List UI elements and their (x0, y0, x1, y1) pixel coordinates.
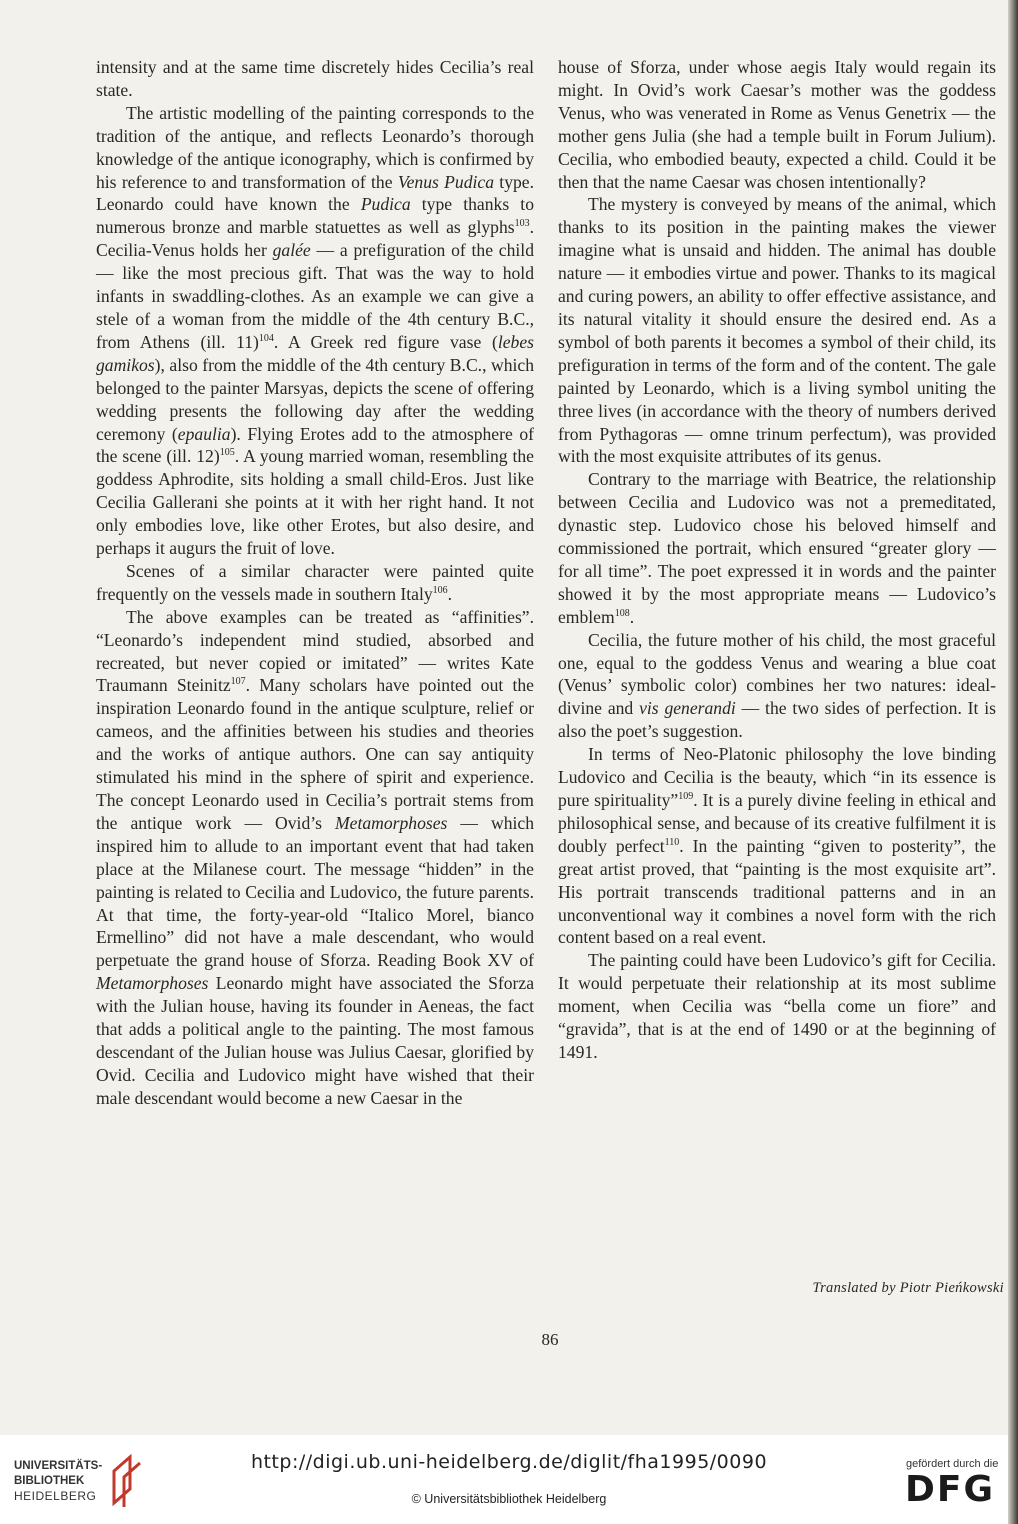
library-name-line: BIBLIOTHEK (14, 1475, 85, 1487)
italic-term: Metamorphoses (96, 973, 209, 994)
library-name-line: UNIVERSITÄTS- (14, 1460, 103, 1472)
paragraph (558, 743, 996, 949)
footnote-ref: 103 (514, 218, 530, 230)
text-run: — a prefiguration of the child — like the most precious gift. That was the way to hold infants in swaddling-clothes. As an example we can give a stele of a woman from the middle of the 4th century B.C., from Athens (ill. 11) (96, 240, 534, 352)
text-run: . Cecilia-Venus holds her (96, 217, 534, 261)
page-number: 86 (541, 1330, 559, 1349)
text-run: The above examples can be treated as “affinities”. “Leonardo’s independent mind studied, absorbed and recreated, but never copied or imitated” — writes Kate Traumann Steinitz (96, 606, 534, 696)
right-column (558, 56, 996, 1064)
italic-term: vis generandi (639, 698, 736, 719)
text-run: — the two sides of perfection. It is also the poet’s suggestion. (558, 698, 996, 742)
book-edge-shadow (1008, 0, 1018, 1524)
footnote-ref: 109 (678, 791, 694, 802)
text-run: — which inspired him to allude to an important event that had taken place at the Milanese court. The message “hidden” in the painting is related to Cecilia and Ludovico, the future parents. At that time, the forty-year-old “Italico Morel, bianco Ermellino” did not have a male descendant, who would perpetuate the grand house of Sforza. Reading Book XV of (96, 812, 534, 971)
footnote-ref: 108 (614, 607, 630, 619)
paragraph (96, 560, 534, 606)
copyright-notice: © Universitätsbibliothek Heidelberg (411, 1492, 607, 1506)
italic-term: galée (272, 240, 311, 261)
text-run: Leonardo might have associated the Sforza with the Julian house, having its founder in Aeneas, the fact that adds a political angle to the painting. The most famous descendant of the Julian house was Julius Caesar, glorified by Ovid. Cecilia and Ludovico might have wished that their male descendant would become a new Caesar in the (96, 973, 534, 1108)
library-name-line: HEIDELBERG (14, 1489, 97, 1503)
footnote-ref: 107 (230, 676, 246, 688)
italic-term: epaulia (177, 423, 231, 444)
paragraph: intensity and at the same time discretely hides Cecilia’s real state. (96, 57, 534, 100)
paragraph (558, 468, 996, 628)
italic-term: lebes gamikos (96, 331, 534, 375)
italic-term: Venus Pudica (397, 171, 495, 192)
footnote-ref: 110 (664, 836, 680, 848)
footnote-ref: 104 (258, 332, 274, 344)
dfg-logo: DFG (905, 1469, 996, 1510)
paragraph: The painting could have been Ludovico’s gift for Cecilia. It would perpetuate their relationship at its most sublime moment, when Cecilia was “bella come un fiore” and “gravida”, that is at the end of 1490 or at the beginning of 1491. (558, 950, 996, 1062)
text-run: . (447, 583, 453, 604)
footnote-ref: 105 (219, 447, 235, 459)
text-run: . A Greek red figure vase ( (273, 331, 498, 352)
paragraph: house of Sforza, under whose aegis Italy would regain its might. In Ovid’s work Caesar’s mother was the goddess Venus, who was venerated in Rome as Venus Genetrix — the mother gens Julia (she had a temple built in Forum Julium). Cecilia, who embodied beauty, expected a child. Could it be then that the name Caesar was chosen intentionally? (558, 57, 996, 192)
text-run: ). Flying Erotes add to the atmosphere of the scene (ill. 12) (96, 423, 535, 467)
paragraph: The mystery is conveyed by means of the animal, which thanks to its position in the painting makes the viewer imagine what is unsaid and hidden. The animal has double nature — it embodies virtue and power. Thanks to its magical and curing powers, an ability to offer effective assistance, and its natural vitality it should ensure the desired end. As a symbol of both parents it becomes a symbol of their child, its prefiguration in terms of the form and of the content. The gale painted by Leonardo, which is a living symbol uniting the three lives (in accordance with the theory of numbers derived from Pythagoras — omne trinum perfectum), was provided with the most exquisite attributes of its genus. (558, 194, 996, 467)
paragraph (96, 102, 534, 560)
text-run: Contrary to the marriage with Beatrice, the relationship between Cecilia and Ludovico was not a premeditated, dynastic step. Ludovico chose his beloved himself and commissioned the portrait, which ensured “greater glory — for all time”. The poet expressed it in words and the painter showed it by the most appropriate means — Ludovico’s emblem (558, 469, 996, 627)
text-run: In terms of Neo-Platonic philosophy the love binding Ludovico and Cecilia is the beauty, which “in its essence is pure spirituality” (558, 744, 996, 810)
italic-term: Pudica (360, 194, 411, 215)
text-run: . Many scholars have pointed out the inspiration Leonardo found in the antique sculpture, relief or cameos, and the affinities between his studies and theories and the works of antique authors. One can say antiquity stimulated his mind in the sphere of spirit and experience. The concept Leonardo used in Cecilia’s portrait stems from the antique work — Ovid’s (96, 675, 534, 833)
text-run: . It is a purely divine feeling in ethical and philosophical sense, and because of its creative fulfilment it is doubly perfect (558, 790, 996, 856)
source-url-link[interactable]: http://digi.ub.uni-heidelberg.de/diglit/fha1995/0090 (250, 1451, 768, 1473)
text-run: . (629, 606, 635, 627)
text-run: ), also from the middle of the 4th century B.C., which belonged to the painter Marsyas, depicts the scene of offering wedding presents the following day after the wedding ceremony ( (96, 354, 534, 444)
text-run: . In the painting “given to posterity”, the great artist proved, that “painting is the most exquisite art”. His portrait transcends traditional patterns and in an unconventional way it combines a novel form with the rich content based on a real event. (558, 835, 996, 948)
text-run: type thanks to numerous bronze and marble statuettes as well as glyphs (96, 194, 534, 238)
funding-caption: gefördert durch die (906, 1458, 999, 1470)
paragraph (558, 629, 996, 744)
left-column (96, 56, 534, 1110)
text-run: Scenes of a similar character were painted quite frequently on the vessels made in southern Italy (96, 560, 534, 604)
text-run: The artistic modelling of the painting corresponds to the tradition of the antique, and reflects Leonardo’s thorough knowledge of the antique iconography, which is confirmed by his reference to and transformation of the (96, 102, 534, 192)
paragraph (96, 606, 534, 1110)
digitization-footer (0, 1435, 1008, 1524)
text-run: . A young married woman, resembling the goddess Aphrodite, sits holding a small child-Eros. Just like Cecilia Gallerani she points at it with her right hand. It not only embodies love, like other Erotes, but also desire, and perhaps it augurs the fruit of love. (96, 446, 534, 559)
footnote-ref: 106 (432, 584, 448, 596)
text-run: type. Leonardo could have known the (96, 171, 534, 215)
translator-credit: Translated by Piotr Pieńkowski (812, 1280, 1004, 1296)
italic-term: Metamorphoses (334, 812, 448, 833)
text-run: Cecilia, the future mother of his child, the most graceful one, equal to the goddess Venus and wearing a blue coat (Venus’ symbolic color) combines her two natures: ideal-divine and (558, 629, 996, 719)
